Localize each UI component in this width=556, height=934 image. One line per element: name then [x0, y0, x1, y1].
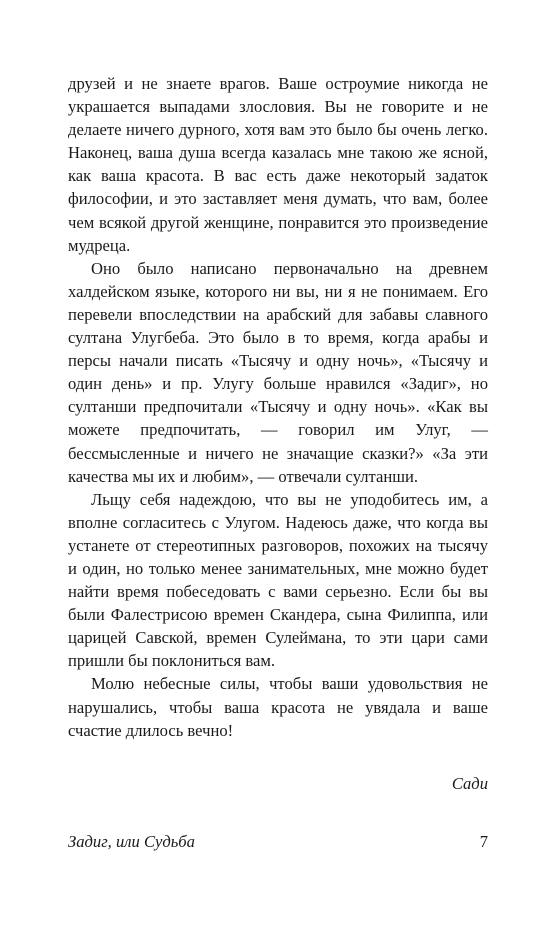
signature: Сади	[451, 774, 488, 793]
paragraph-1: друзей и не знаете врагов. Ваше остроумие никогда не украшается выпадами злословия. Вы не говорите и не делаете ничего дурного, хотя вам это было бы очень легко. Наконец, ваша душа всегда казалась мне такою же ясной, как ваша красота. В вас есть даже некоторый задаток философии, и это заставляет меня думать, что вам, более чем всякой другой женщине, понравится это произведение мудреца.	[68, 74, 488, 255]
body-text	[68, 72, 488, 742]
page-number: 7	[479, 832, 488, 851]
paragraph-3: Льщу себя надеждою, что вы не уподобитесь им, а вполне согласитесь с Улугом. Надеюсь даже, что когда вы устанете от стереотипных разговоров, похожих на тысячу и один, но только менее занимательных, мне можно будет найти время побеседовать с вами серьезно. Если бы вы были Фалестрисою времен Скандера, сына Филиппа, или царицей Савской, времен Сулеймана, то эти цари сами пришли бы поклониться вам.	[68, 489, 488, 671]
paragraph-2: Оно было написано первоначально на древнем халдейском языке, которого ни вы, ни я не понимаем. Его перевели впоследствии на арабский для забавы славного султана Улугбеба. Это было в то время, когда арабы и персы начали писать «Тысячу и одну ночь», «Тысячу и один день» и пр. Улугу больше нравился «Задиг», но султанши предпочитали «Тысячу и одну ночь». «Как вы можете предпочитать, — говорил им Улуг, — бессмысленные и ничего не значащие сказки?» «За эти качества мы их и любим», — отвечали султанши.	[68, 258, 488, 486]
running-footer-title: Задиг, или Судьба	[68, 832, 195, 851]
paragraph-4: Молю небесные силы, чтобы ваши удовольствия не нарушались, чтобы ваша красота не увядала и ваше счастие длилось вечно!	[68, 674, 488, 740]
